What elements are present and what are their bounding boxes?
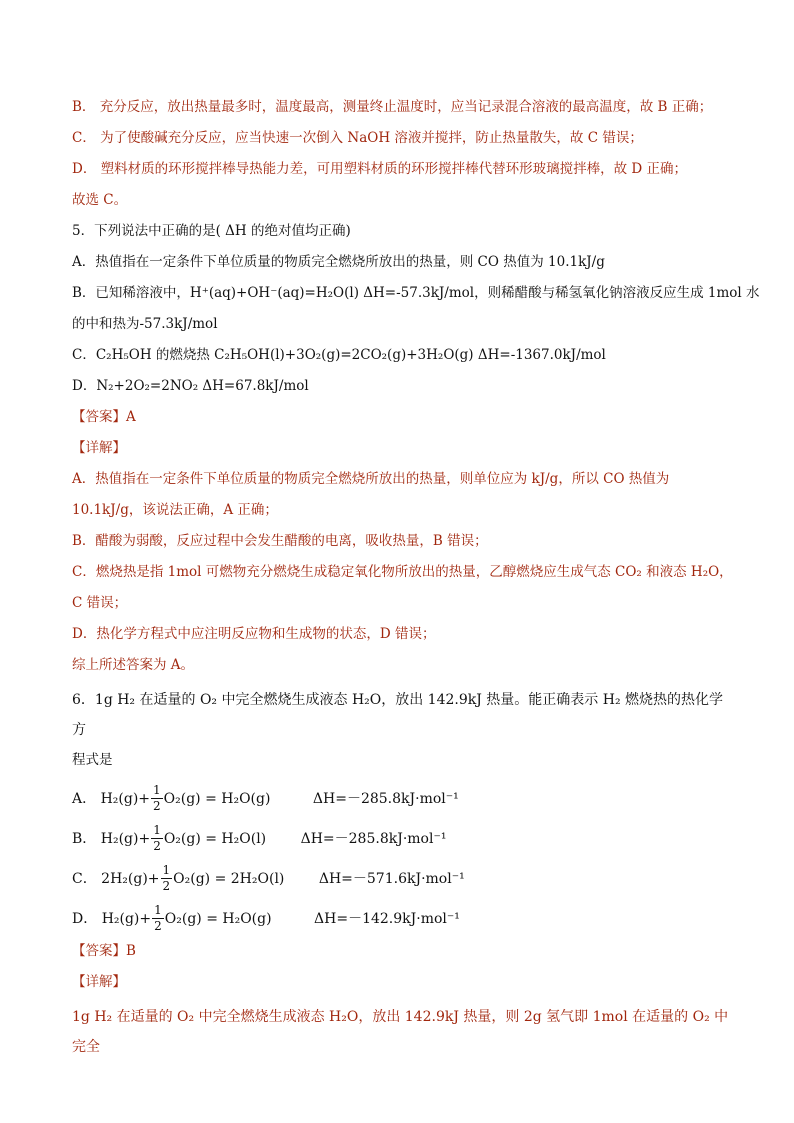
q6-stem-line2: 程式是 <box>72 752 113 768</box>
q5-explanation-a-line2: 10.1kJ/g，该说法正确，A 正确； <box>72 502 278 518</box>
equation-right: O₂(g) = H₂O(g) <box>163 791 271 807</box>
q5-explanation-c-line1: C．燃烧热是指 1mol 可燃物充分燃烧生成稳定氧化物所放出的热量，乙醇燃烧应生成气态 CO₂ 和液态 H₂O， <box>72 564 733 580</box>
q6-answer: 【答案】B <box>72 943 136 959</box>
fraction-half: $\frac{1}{2}$ <box>162 862 171 893</box>
prev-option-b-explanation: B． 充分反应，放出热量最多时，温度最高，测量终止温度时，应当记录混合溶液的最高温度，故 B 正确； <box>72 99 713 115</box>
q6-stem-line1: 6．1g H₂ 在适量的 O₂ 中完全燃烧生成液态 H₂O，放出 142.9kJ 热量。能正确表示 H₂ 燃烧热的热化学方 <box>72 692 724 738</box>
q5-option-b-line1: B．已知稀溶液中，H⁺(aq)+OH⁻(aq)=H₂O(l) ΔH=-57.3kJ/mol，则稀醋酸与稀氢氧化钠溶液反应生成 1mol 水 <box>72 285 760 301</box>
enthalpy-value: ΔH=－142.9kJ·mol⁻¹ <box>314 911 460 927</box>
q6-detail-heading: 【详解】 <box>72 974 126 990</box>
q5-option-c: C．C₂H₅OH 的燃烧热 C₂H₅OH(l)+3O₂(g)=2CO₂(g)+3H₂O(g) ΔH=-1367.0kJ/mol <box>72 347 606 363</box>
option-letter: B． <box>72 831 97 847</box>
q5-explanation-c-line2: C 错误； <box>72 595 128 611</box>
equation-left: H₂(g)+ <box>101 911 152 927</box>
equation-left: H₂(g)+ <box>100 791 151 807</box>
prev-option-d-explanation: D． 塑料材质的环形搅拌棒导热能力差，可用塑料材质的环形搅拌棒代替环形玻璃搅拌棒，故 D 正确； <box>72 161 688 177</box>
fraction-half: $\frac{1}{2}$ <box>153 782 161 813</box>
q5-explanation-b: B．醋酸为弱酸，反应过程中会发生醋酸的电离，吸收热量，B 错误； <box>72 533 488 549</box>
prev-option-c-explanation: C． 为了使酸碱充分反应，应当快速一次倒入 NaOH 溶液并搅拌，防止热量散失，故 C 错误； <box>72 130 643 146</box>
option-letter: D． <box>72 911 98 927</box>
document-page <box>72 96 760 1066</box>
equation-left: 2H₂(g)+ <box>101 871 160 887</box>
option-letter: A． <box>72 791 97 807</box>
q5-explanation-a-line1: A．热值指在一定条件下单位质量的物质完全燃烧所放出的热量，则单位应为 kJ/g，所以 CO 热值为 <box>72 471 670 487</box>
option-letter: C． <box>72 871 97 887</box>
fraction-half: $\frac{1}{2}$ <box>154 902 162 933</box>
q5-option-b-line2: 的中和热为-57.3kJ/mol <box>72 316 218 332</box>
fraction-half: $\frac{1}{2}$ <box>153 822 161 853</box>
equation-right: O₂(g) = 2H₂O(l) <box>173 871 285 887</box>
q6-explanation-line1: 1g H₂ 在适量的 O₂ 中完全燃烧生成液态 H₂O，放出 142.9kJ 热量，则 2g 氢气即 1mol 在适量的 O₂ 中完全 <box>72 1009 729 1055</box>
q5-detail-heading: 【详解】 <box>72 440 126 456</box>
q6-option-c <box>72 860 732 898</box>
equation-right: O₂(g) = H₂O(l) <box>163 831 267 847</box>
enthalpy-value: ΔH=－571.6kJ·mol⁻¹ <box>318 871 465 887</box>
equation-right: O₂(g) = H₂O(g) <box>164 911 272 927</box>
q5-summary: 综上所述答案为 A。 <box>72 657 195 673</box>
enthalpy-value: ΔH=－285.8kJ·mol⁻¹ <box>312 791 459 807</box>
q6-option-b <box>72 820 732 858</box>
q5-stem: 5．下列说法中正确的是( ΔH 的绝对值均正确) <box>72 223 351 239</box>
q5-option-d: D．N₂+2O₂=2NO₂ ΔH=67.8kJ/mol <box>72 378 309 394</box>
q5-answer: 【答案】A <box>72 409 136 425</box>
q5-option-a: A．热值指在一定条件下单位质量的物质完全燃烧所放出的热量，则 CO 热值为 10.1kJ/g <box>72 254 605 270</box>
q5-explanation-d: D．热化学方程式中应注明反应物和生成物的状态，D 错误； <box>72 626 436 642</box>
q6-option-a <box>72 780 732 818</box>
enthalpy-value: ΔH=－285.8kJ·mol⁻¹ <box>300 831 447 847</box>
q6-option-d <box>72 900 732 938</box>
prev-conclusion: 故选 C。 <box>72 192 128 208</box>
equation-left: H₂(g)+ <box>100 831 151 847</box>
